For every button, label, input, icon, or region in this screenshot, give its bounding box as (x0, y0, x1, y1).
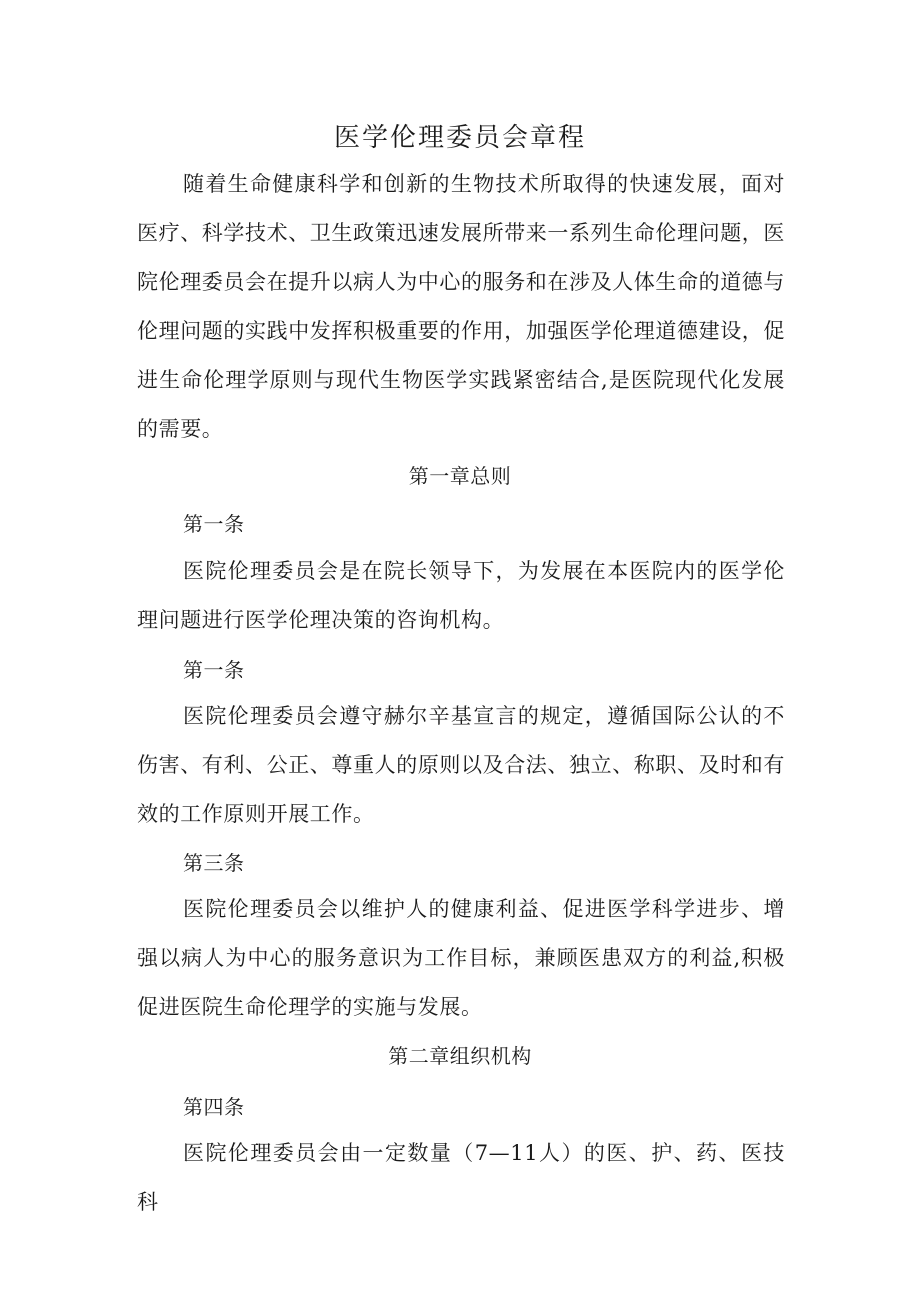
article-2-text: 医院伦理委员会遵守赫尔辛基宣言的规定，遵循国际公认的不伤害、有利、公正、尊重人的原则以及合法、独立、称职、及时和有效的工作原则开展工作。 (137, 704, 785, 826)
article-4-text: 医院伦理委员会由一定数量（7—11人）的医、护、药、医技科 (137, 1141, 785, 1214)
article-4-label: 第四条 (183, 1095, 245, 1119)
article-1-label: 第一条 (183, 512, 245, 536)
chapter-2-heading: 第二章组织机构 (388, 1044, 532, 1068)
document-title: 医学伦理委员会章程 (333, 123, 586, 153)
article-3-label: 第三条 (183, 851, 245, 875)
article-1-text: 医院伦理委员会是在院长领导下，为发展在本医院内的医学伦理问题进行医学伦理决策的咨询机构。 (137, 559, 785, 632)
chapter-1-heading: 第一章总则 (408, 464, 512, 488)
article-2-label: 第一条 (183, 658, 245, 682)
preamble-paragraph: 随着生命健康科学和创新的生物技术所取得的快速发展，面对医疗、科学技术、卫生政策迅速发展所带来一系列生命伦理问题，医院伦理委员会在提升以病人为中心的服务和在涉及人体生命的道德与伦理问题的实践中发挥积极重要的作用，加强医学伦理道德建设，促进生命伦理学原则与现代生物医学实践紧密结合,是医院现代化发展的需要。 (137, 172, 785, 441)
article-3-text: 医院伦理委员会以维护人的健康利益、促进医学科学进步、增强以病人为中心的服务意识为工作目标，兼顾医患双方的利益,积极促进医院生命伦理学的实施与发展。 (137, 897, 785, 1019)
